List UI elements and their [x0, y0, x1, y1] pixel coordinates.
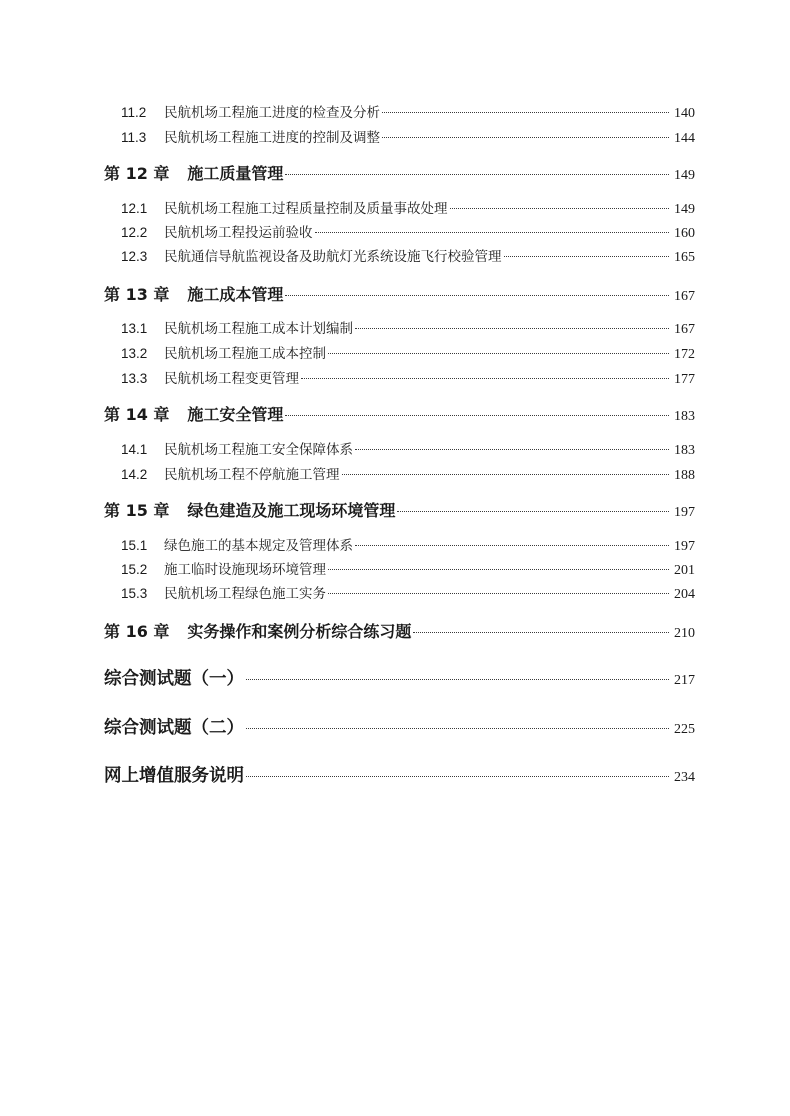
page-number: 167	[674, 322, 695, 337]
section-number: 14.2	[121, 467, 148, 482]
page-number: 210	[674, 626, 695, 641]
toc-chapter-entry[interactable]	[104, 161, 695, 184]
dot-leader	[355, 449, 669, 450]
page-number: 204	[674, 587, 695, 602]
section-title: 民航机场工程施工安全保障体系	[164, 442, 353, 458]
dot-leader	[285, 415, 669, 416]
chapter-title: 施工质量管理	[187, 164, 284, 183]
section-title: 民航机场工程施工进度的控制及调整	[164, 130, 380, 146]
dot-leader	[355, 545, 669, 546]
page-number: 183	[674, 443, 695, 458]
chapter-number: 第 12 章	[104, 164, 170, 183]
page-number: 197	[674, 539, 695, 554]
toc-chapter-entry[interactable]	[104, 619, 695, 642]
toc-chapter-entry[interactable]	[104, 402, 695, 425]
section-title: 民航机场工程施工过程质量控制及质量事故处理	[164, 201, 448, 217]
chapter-number: 第 15 章	[104, 501, 170, 520]
section-number: 11.2	[121, 105, 147, 120]
page-number: 160	[674, 226, 695, 241]
dot-leader	[382, 112, 669, 113]
dot-leader	[355, 328, 669, 329]
page-number: 177	[674, 372, 695, 387]
section-title: 民航机场工程施工成本控制	[164, 346, 326, 362]
toc-entry[interactable]	[104, 558, 695, 579]
section-number: 15.2	[121, 562, 148, 577]
page-number: 172	[674, 347, 695, 362]
page-number: 197	[674, 505, 695, 520]
dot-leader	[328, 353, 669, 354]
toc-chapter-entry[interactable]	[104, 498, 695, 521]
section-number: 14.1	[121, 442, 148, 457]
toc-entry[interactable]	[104, 438, 695, 459]
toc-entry[interactable]	[104, 101, 695, 122]
page-number: 201	[674, 563, 695, 578]
toc-entry[interactable]	[104, 317, 695, 338]
chapter-title: 施工成本管理	[187, 285, 284, 304]
toc-entry[interactable]	[104, 534, 695, 555]
toc-entry[interactable]	[104, 463, 695, 484]
page-number: 149	[674, 202, 695, 217]
section-title: 绿色施工的基本规定及管理体系	[164, 538, 353, 554]
dot-leader	[342, 474, 670, 475]
section-title: 民航机场工程变更管理	[164, 371, 299, 387]
page-number: 140	[674, 106, 695, 121]
dot-leader	[285, 174, 669, 175]
dot-leader	[285, 295, 669, 296]
section-title: 施工临时设施现场环境管理	[164, 562, 326, 578]
toc-test-entry[interactable]	[104, 665, 695, 690]
dot-leader	[315, 232, 670, 233]
dot-leader	[397, 511, 669, 512]
page-number: 217	[674, 673, 695, 688]
toc-entry[interactable]	[104, 245, 695, 266]
dot-leader	[504, 256, 670, 257]
toc-entry[interactable]	[104, 221, 695, 242]
section-title: 民航机场工程不停航施工管理	[164, 467, 340, 483]
dot-leader	[450, 208, 670, 209]
dot-leader	[382, 137, 669, 138]
chapter-title: 实务操作和案例分析综合练习题	[187, 622, 412, 641]
page-number: 188	[674, 468, 695, 483]
page-number: 167	[674, 289, 695, 304]
toc-entry[interactable]	[104, 582, 695, 603]
page-number: 225	[674, 722, 695, 737]
entry-title: 网上增值服务说明	[104, 766, 244, 786]
section-title: 民航通信导航监视设备及助航灯光系统设施飞行校验管理	[164, 249, 502, 265]
toc-chapter-entry[interactable]	[104, 282, 695, 305]
section-number: 13.1	[121, 321, 148, 336]
toc-service-entry[interactable]	[104, 762, 695, 787]
section-number: 12.1	[121, 201, 148, 216]
dot-leader	[246, 728, 669, 729]
toc-entry[interactable]	[104, 367, 695, 388]
chapter-number: 第 14 章	[104, 405, 170, 424]
dot-leader	[301, 378, 669, 379]
section-number: 15.1	[121, 538, 148, 553]
dot-leader	[246, 679, 669, 680]
chapter-number: 第 16 章	[104, 622, 170, 641]
dot-leader	[413, 632, 669, 633]
section-number: 11.3	[121, 130, 147, 145]
section-number: 15.3	[121, 586, 148, 601]
chapter-title: 绿色建造及施工现场环境管理	[187, 501, 396, 520]
chapter-title: 施工安全管理	[187, 405, 284, 424]
section-title: 民航机场工程投运前验收	[164, 225, 313, 241]
dot-leader	[328, 593, 669, 594]
dot-leader	[246, 776, 669, 777]
entry-title: 综合测试题（二）	[104, 718, 244, 738]
section-title: 民航机场工程绿色施工实务	[164, 586, 326, 602]
toc-entry[interactable]	[104, 126, 695, 147]
section-title: 民航机场工程施工进度的检查及分析	[164, 105, 380, 121]
page-number: 144	[674, 131, 695, 146]
page-number: 149	[674, 168, 695, 183]
dot-leader	[328, 569, 669, 570]
chapter-number: 第 13 章	[104, 285, 170, 304]
section-number: 12.3	[121, 249, 148, 264]
entry-title: 综合测试题（一）	[104, 669, 244, 689]
page-number: 183	[674, 409, 695, 424]
page-number: 234	[674, 770, 695, 785]
section-number: 13.3	[121, 371, 148, 386]
toc-test-entry[interactable]	[104, 714, 695, 739]
section-number: 13.2	[121, 346, 148, 361]
toc-entry[interactable]	[104, 342, 695, 363]
page-number: 165	[674, 250, 695, 265]
section-number: 12.2	[121, 225, 148, 240]
toc-entry[interactable]	[104, 197, 695, 218]
section-title: 民航机场工程施工成本计划编制	[164, 321, 353, 337]
